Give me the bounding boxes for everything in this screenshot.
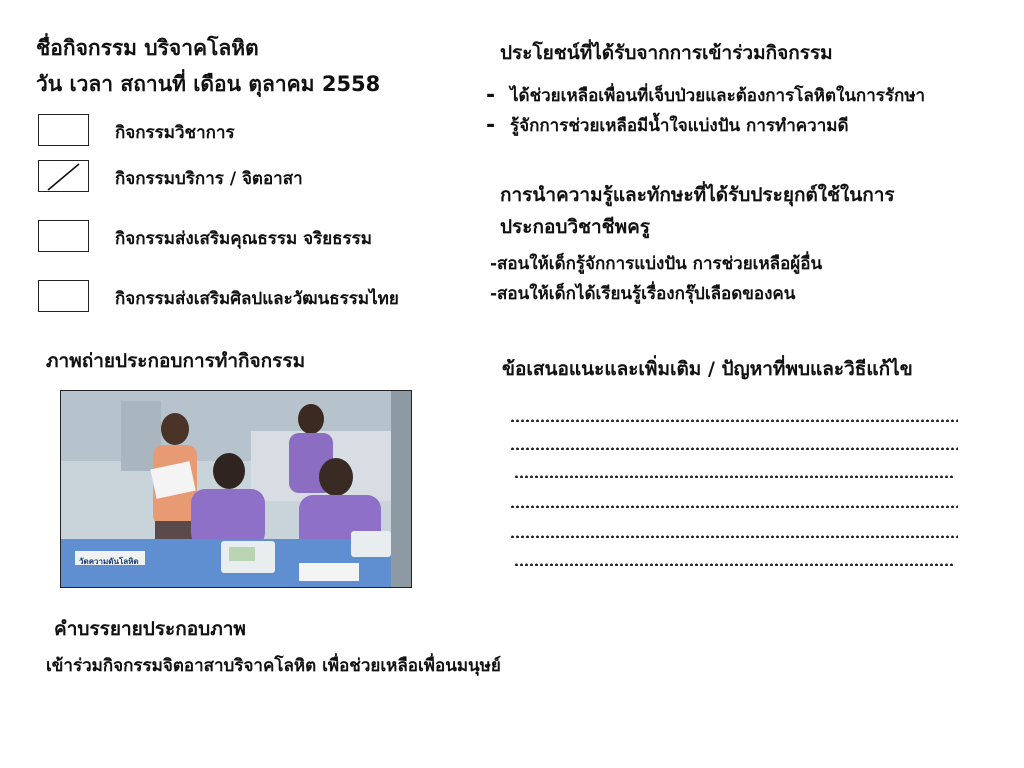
activity-photo [60, 390, 412, 588]
blank-line[interactable] [510, 408, 958, 422]
category-label: กิจกรรมส่งเสริมคุณธรรม จริยธรรม [115, 229, 373, 249]
blank-line[interactable] [510, 436, 958, 450]
application-item: -สอนให้เด็กรู้จักการแบ่งปัน การช่วยเหลือผู้อื่น [490, 254, 823, 274]
checkbox[interactable] [38, 220, 89, 252]
category-label: กิจกรรมส่งเสริมศิลปและวัฒนธรรมไทย [115, 289, 399, 309]
checkbox[interactable] [38, 114, 89, 146]
suggestions-heading: ข้อเสนอแนะและเพิ่มเติม / ปัญหาที่พบและวิธีแก้ไข [502, 358, 913, 380]
checkbox-checked[interactable] [38, 160, 89, 192]
photo-sign-text: วัดความดันโลหิต [79, 557, 139, 566]
dash-bullet: - [486, 83, 496, 108]
dash-bullet: - [486, 113, 496, 138]
benefit-item: - รู้จักการช่วยเหลือมีน้ำใจแบ่งปัน การทำความดี [486, 113, 849, 138]
checkbox[interactable] [38, 280, 89, 312]
application-heading-line2: ประกอบวิชาชีพครู [500, 216, 651, 238]
slash-check-icon [39, 161, 90, 193]
benefits-heading: ประโยชน์ที่ได้รับจากการเข้าร่วมกิจกรรม [500, 42, 833, 64]
category-label: กิจกรรมวิชาการ [115, 123, 235, 143]
benefit-item: - ได้ช่วยเหลือเพื่อนที่เจ็บป่วยและต้องการโลหิตในการรักษา [486, 83, 926, 108]
activity-name: ชื่อกิจกรรม บริจาคโลหิต [36, 36, 259, 60]
activity-date: วัน เวลา สถานที่ เดือน ตุลาคม 2558 [36, 72, 381, 96]
photo-heading: ภาพถ่ายประกอบการทำกิจกรรม [46, 350, 306, 372]
application-heading-line1: การนำความรู้และทักษะที่ได้รับประยุกต์ใช้ในการ [500, 184, 895, 206]
caption-heading: คำบรรยายประกอบภาพ [54, 618, 246, 640]
blank-line[interactable] [510, 524, 958, 538]
blank-line[interactable] [514, 464, 954, 478]
caption-text: เข้าร่วมกิจกรรมจิตอาสาบริจาคโลหิต เพื่อช่วยเหลือเพื่อนมนุษย์ [46, 656, 501, 676]
application-item: -สอนให้เด็กได้เรียนรู้เรื่องกรุ๊ปเลือดของคน [490, 284, 796, 304]
category-label: กิจกรรมบริการ / จิตอาสา [115, 169, 303, 189]
blank-line[interactable] [510, 494, 958, 508]
blank-line[interactable] [514, 552, 954, 566]
